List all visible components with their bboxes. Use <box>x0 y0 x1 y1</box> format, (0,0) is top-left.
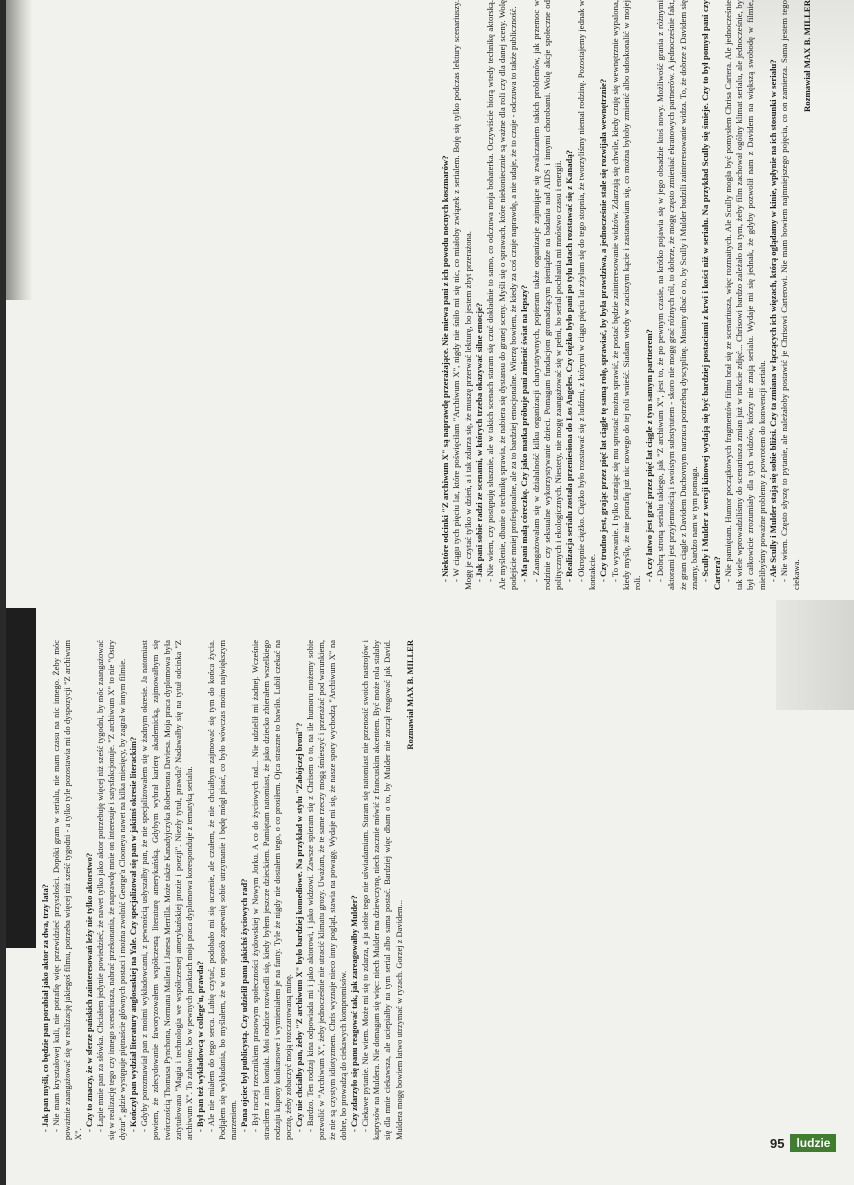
photo-fragment-right-lower <box>776 600 854 710</box>
interview-question: - Jak pani sobie radzi ze scenami, w których trzeba okazywać silne emocje? <box>473 302 484 582</box>
page-footer <box>770 1134 836 1152</box>
interview-question: - Realizacja serialu została przeniesiona do Los Angeles. Czy ciężko było pani po tylu latach rozstawać się z Kanadą? <box>564 149 575 582</box>
interview-question: - Niektóre odcinki "Z archiwum X" są naprawdę przerażające. Nie miewa pani z ich powodu nocnych koszmarów? <box>440 155 450 582</box>
interview-question: - Jak pan myśli, co będzie pan porabiał jako aktor za dwa, trzy lata? <box>40 883 50 1132</box>
interview-question: - Był pan też wykładowcą w college'u, prawda? <box>194 961 205 1132</box>
interview-answer: - Ale nie miałem do tego serca. Lubię czytać, podobało mi się uczenie, ale czułem, że nie chciałbym zajmować się tym do końca życia. Podjąłem się wykładania, bo myślałem, że w ten sposób zapewnię sobie utrzymanie i będę mógł pisać, co było wówczas moim największym marzeniem. <box>205 640 238 1140</box>
interview-question: - Ma pani małą córeczkę. Czy jako matka próbuje pani zmienić świat na lepszy? <box>519 284 530 582</box>
interview-answer: - Był raczej rzecznikiem prasowym społeczności żydowskiej w Nowym Jorku. A co do życiowych rad... Nie udzielił mi żadnej. Wcześnie straciłem z nim kontakt. Moi rodzice rozwiedli się, kiedy byłem jeszcze dzieckiem. Pamiętam natomiast, że jako dziecko zbierałem wszelkiego rodzaju kupony konkursowe i wymieniałem je na fanty. Tyle że nigdy nie dostałem tego, o co prosiłem. Ojca straszne to bawiło. Lubił czekać na pocztę, żeby zobaczyć moją rozczarowaną minę. <box>249 640 294 1140</box>
interview-answer: - Nie wiem, czy postępuję słusznie, ale w takich scenach staram się czuć dokładnie to samo, co odczuwa moja bohaterka. Oczywiście biorą wtedy technikę aktorską. Ale myślenie, dbanie o technikę sprawia, że nabiera się dystansu do granej sceny. Myśli się o sprawach, które niekoniecznie są ważne dla roli czy dla danej sceny. Wolę podejście mniej profesjonalne, ale za to bardziej emocjonalne. Wierzę bowiem, że kiedy za coś czuje naprawdę, a nie udaje, że to czuje - odczuwa to także publiczność. <box>485 0 518 590</box>
interview-answer: - Dobrą stroną serialu takiego, jak "Z archiwum X", jest to, że po pewnym czasie, na krótko pojawia się w jego obsadzie ktoś nowy. Możliwość grania z różnymi aktorami jest przyjemnością i swoistym substytutem - skoro nie mogę grać różnych ról, to dobrze, że mogę często zmieniać ekranowych partnerów. A jednocześnie fakt, że gram ciągle z Davidem Duchovnym narzuca potrzebną dyscyplinę. Musimy dbać o to, by Scully i Mulder budzili zainteresowanie widza. To, że dobrze z Davidem się znamy, bardzo nam w tym pomaga. <box>654 0 699 590</box>
interview-answer: - Nie pamiętam. Humor początkowych fragmentów filmu brał się ze scenariusza, więc rozmaitych. Ale Scully mogła być pomysłem Chrisa Cartera. Ale jednocześnie tak wiele wprowadziliśmy do scenariusza zmian już w trakcie zdjęć... Chrisowi bardzo zależało na tym, żeby film zachował ogólny klimat serialu, ale jednocześnie, by był całkowicie zrozumiały dla tych widzów, którzy nie znają serialu. Wydaje mi się jednak, że gdyby pozwolił nam z Davidem na większą swobodę w filmie, mielibyśmy poważne problemy z powrotem do konwencji serialu. <box>722 0 767 590</box>
interview-question: - Scully i Mulder z wersji kinowej wydają się być bardziej postaciami z krwi i kości niż w serialu. Na przykład Scully się śmieje. Czy to był pomysł pani czy Cartera? <box>700 0 722 590</box>
photo-fragment-top <box>6 0 32 300</box>
interview-question: - A czy łatwo jest grać przez pięć lat ciągle z tym samym partnerem? <box>643 329 654 582</box>
interview-question: - Pana ojciec był publicystą. Czy udzielił panu jakichś życiowych rad? <box>238 878 249 1132</box>
section-label: ludzie <box>790 1134 836 1152</box>
article-signature: Rozmawiał MAX B. MILLER <box>404 640 415 750</box>
interview-answer: - Nie mam kryształowej kuli, nie potrafię więc przewidzieć przyszłości. Dopóki gram w serialu, nie mam czasu na nic innego. Żeby móc poważnie zaangażować się w realizację jakiegoś filmu, potrzeba więcej niż sześć tygodni - a tylko tyle pozostawia mi do dyspozycji "Z archiwum X". <box>51 640 84 1140</box>
article-signature: Rozmawiał MAX B. MILLER <box>802 0 812 112</box>
interview-answer: - W ciągu tych pięciu lat, które poświęciłam "Archiwum X", nigdy nie śniło mi się nic, co miałoby związek z serialem. Boję się tylko podczas lektury scenariuszy. Mogę je czytać tylko w dzień, a i tak zdarza się, że muszę przerwać lekturę, bo jestem zbyt przerażona. <box>451 0 473 590</box>
interview-column-bottom <box>40 640 416 1140</box>
interview-question: - Ale Scully i Mulder stają się sobie bliżsi. Czy ta zmiana w łączących ich więzach, którą oglądamy w kinie, wpłynie na ich stosunki w serialu? <box>768 59 779 582</box>
interview-answer: - Łapie mnie pan za słówka. Chciałem jedynie powiedzieć, że nawet tylko jako aktor potrzebuję więcej niż sześć tygodni, by móc zaangażować się w realizację tego czy innego scenariusza, nabrać przekonania, że naprawdę mnie on interesuje i satysfakcjonuje. "Z archiwum X" to nie "Ostry dyżur", gdzie występuje piętnaście głównych postaci i można zwolnić George'a Clooneya nawet na kilka miesięcy, by zagrał w innym filmie. <box>95 640 128 1140</box>
photo-fragment-dark <box>6 608 36 948</box>
interview-answer: - Zaangażowałam się w działalność kilku organizacji charytatywnych, popieram także organizacje zajmujące się zwalczaniem takich problemów, jak przemoc w rodzinie czy seksualne wykorzystywanie dzieci. Pomagam fundacjom gromadzącym pieniądze na badania nad AIDS i innymi chorobami. Wolę akcje społeczne od politycznych i ekologicznych. Niestety, nie mogę zaangażować się w pełni, bo serial pochłania mi mnóstwo czasu i energii. <box>530 0 564 590</box>
interview-question: - Kończył pan wydział literatury anglosaskiej na Yale. Czy specjalizował się pan w jakimś okresie literackim? <box>128 736 139 1132</box>
interview-question: - Czy to znaczy, że w sferze pańskich zainteresowań leży nie tylko aktorstwo? <box>84 852 95 1132</box>
interview-answer: - Nie wiem. Często słyszę to pytanie, ale należałoby postawić je Chrisowi Carterowi. Nie mam bowiem najmniejszego pojęcia, co on zamierza. Sama jestem tego ciekawa. <box>779 0 801 590</box>
interview-answer: - Bardzo. Ten rodzaj kina odpowiada mi i jako aktorowi, i jako widzowi. Zawsze spieram się z Chrisem o to, na ile humoru możemy sobie pozwolić w "Archiwum X", żeby jednocześnie nie utracić klimatu grozy. Uważam, że te same rzeczy mogą śmieszyć i przerażać pod warunkiem, że nie są czystym idiotyzmem. Chris wyznaje nieco inny pogląd, stawia na powagę. Wydaje mi się, że nasze spory wychodzą "Archiwum X" na dobre, bo prowadzą do ciekawych kompromisów. <box>305 640 349 1140</box>
interview-answer: - To wyzwanie. I tylko starając się mu sprostać można sprawić, że postać będzie zainteresowanie widzów. Zdarzają się chwile, kiedy czuję się wewnętrznie wypalona, kiedy myślę, że nie potrafię już nic nowego do tej roli wnieść. Siadam wtedy w zaciszym kącie i zastanawiam się, co można byłoby zmienić albo udoskonalić w mojej roli. <box>609 0 643 590</box>
interview-question: - Czy trudno jest, grając przez pięć lat ciągle tę samą rolę, sprawiać, by była prawdziwa, a jednocześnie stale się rozwijała wewnętrznie? <box>598 78 609 582</box>
interview-question: - Czy nie chciałby pan, żeby "Z archiwum X" było bardziej komediowe. Na przykład w stylu "Zabójczej broni"? <box>294 722 305 1132</box>
interview-answer: - Ciekawe pytanie. Nie wiem. Może mi się to zdarza, a ja sobie tego nie uświadamiam. Staram się natomiast nie przenosić swoich nastrojów i kaprysów na Muldera. Nie domagam się więc: niech Mulder ma dziewczynę, niech zacznie mówić z francuskim akcentem. Być może rola stałaby się dla mnie ciekawsza, ale uciepiałby na tym serial albo sama postać. Bardziej więc dbam o to, by Mulder nie zaczął reagować jak David. Muldera mogę bowiem łatwo utrzymać w ryzach. Gorzej z Davidem... <box>360 640 404 1140</box>
interview-column-top <box>440 0 813 590</box>
interview-question: - Czy zdarzyło się panu reagować tak, jak zareagowałby Mulder? <box>349 895 360 1132</box>
interview-answer: - Gdyby porozmawiał pan z moimi wykładowcami, z pewnością usłyszałby pan, że nie specjalizowałem się w żadnym okresie. Ja natomiast powiem, że zdecydowanie faworyzowałem współczesną literaturę amerykańską. Gdybym wybrał karierę akademicką, zajmowałbym się twórczością Thomasa Pynchona, Normana Mailera i Janesa Merrilla. Może także Kanadyjczyka Robertsona Daviesa. Moja praca dyplomowa była zatytułowana "Magia i technologia we współczesnej amerykańskiej prozie i poezji". Niezły tytuł, prawda? Nadawałby się na tytuł odcinka "Z archiwum X". To zabawne, bo w pewnych punktach moja praca dyplomowa koresponduje z tematyką serialu. <box>139 640 194 1140</box>
page-number: 95 <box>770 1135 785 1151</box>
interview-answer: - Okropnie ciężko. Ciężko było rozstawać się z ludźmi, z którymi w ciągu pięciu lat zżyłam się do tego stopnia, że tworzyliśmy niemal rodzinę. Pozostajemy jednak w kontakcie. <box>575 0 598 590</box>
